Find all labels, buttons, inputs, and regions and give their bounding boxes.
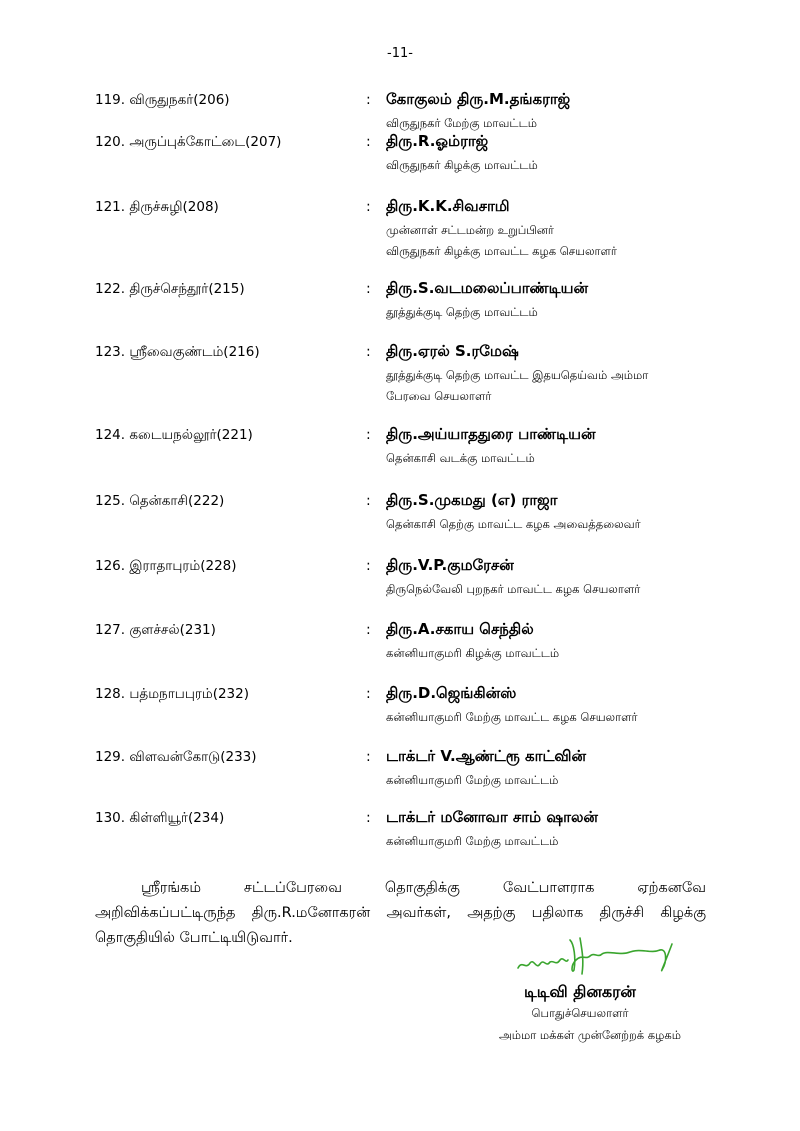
- signatory-organization: அம்மா மக்கள் முன்னேற்றக் கழகம்: [498, 1028, 682, 1042]
- separator-colon: :: [366, 622, 371, 638]
- constituency-name: 125. தென்காசி(222): [95, 493, 225, 509]
- candidate-name: திரு.ஏரல் S.ரமேஷ்: [386, 342, 519, 360]
- separator-colon: :: [366, 281, 371, 297]
- candidate-name: திரு.S.வடமலைப்பாண்டியன்: [386, 279, 588, 297]
- candidate-detail-line: கன்னியாகுமரி மேற்கு மாவட்ட கழக செயலாளர்: [386, 710, 638, 724]
- constituency-name: 121. திருச்சுழி(208): [95, 199, 219, 215]
- candidate-detail-line: தென்காசி வடக்கு மாவட்டம்: [386, 451, 535, 465]
- candidate-detail-line: பேரவை செயலாளர்: [386, 389, 492, 403]
- page-number: -11-: [387, 46, 413, 61]
- constituency-name: 119. விருதுநகர்(206): [95, 92, 230, 108]
- candidate-name: திரு.K.K.சிவசாமி: [386, 197, 510, 215]
- separator-colon: :: [366, 344, 371, 360]
- constituency-name: 126. இராதாபுரம்(228): [95, 558, 237, 574]
- constituency-name: 129. விளவன்கோடு(233): [95, 749, 257, 765]
- candidate-detail-line: முன்னாள் சட்டமன்ற உறுப்பினர்: [386, 223, 554, 237]
- candidate-details: [386, 113, 537, 134]
- candidate-detail-line: தூத்துக்குடி தெற்கு மாவட்டம்: [386, 305, 538, 319]
- separator-colon: :: [366, 493, 371, 509]
- signature-image: [510, 930, 680, 980]
- separator-colon: :: [366, 810, 371, 826]
- candidate-details: [386, 302, 538, 323]
- signatory-title: பொதுச்செயலாளர்: [531, 1006, 629, 1020]
- separator-colon: :: [366, 199, 371, 215]
- candidate-detail-line: விருதுநகர் மேற்கு மாவட்டம்: [386, 116, 537, 130]
- candidate-name: கோகுலம் திரு.M.தங்கராஜ்: [386, 90, 571, 108]
- candidate-detail-line: விருதுநகர் கிழக்கு மாவட்டம்: [386, 158, 538, 172]
- candidate-detail-line: திருநெல்வேலி புறநகர் மாவட்ட கழக செயலாளர்: [386, 582, 641, 596]
- separator-colon: :: [366, 749, 371, 765]
- constituency-name: 128. பத்மநாபபுரம்(232): [95, 686, 249, 702]
- candidate-details: [386, 643, 559, 664]
- candidate-name: திரு.R.ஓம்ராஜ்: [386, 132, 489, 150]
- candidate-name: திரு.D.ஜெங்கின்ஸ்: [386, 684, 517, 702]
- separator-colon: :: [366, 558, 371, 574]
- constituency-name: 120. அருப்புக்கோட்டை(207): [95, 134, 282, 150]
- candidate-details: [386, 155, 538, 176]
- candidate-detail-line: தூத்துக்குடி தெற்கு மாவட்ட இதயதெய்வம் அம்மா: [386, 368, 649, 382]
- candidate-name: திரு.A.சகாய செந்தில்: [386, 620, 534, 638]
- separator-colon: :: [366, 427, 371, 443]
- candidate-details: [386, 220, 617, 262]
- candidate-details: [386, 707, 638, 728]
- candidate-detail-line: கன்னியாகுமரி கிழக்கு மாவட்டம்: [386, 646, 560, 660]
- candidate-details: [386, 579, 640, 600]
- separator-colon: :: [366, 686, 371, 702]
- candidate-details: [386, 514, 641, 535]
- candidate-detail-line: கன்னியாகுமரி மேற்கு மாவட்டம்: [386, 773, 559, 787]
- candidate-detail-line: தென்காசி தெற்கு மாவட்ட கழக அவைத்தலைவர்: [386, 517, 641, 531]
- paragraph-line: ஸ்ரீரங்கம் சட்டப்பேரவை தொகுதிக்கு வேட்பாளராக ஏற்கனவே: [141, 880, 706, 896]
- separator-colon: :: [366, 134, 371, 150]
- paragraph-line: அறிவிக்கப்பட்டிருந்த திரு.R.மனோகரன் அவர்கள், அதற்கு பதிலாக திருச்சி கிழக்கு: [95, 905, 706, 921]
- candidate-details: [386, 448, 535, 469]
- constituency-name: 124. கடையநல்லூர்(221): [95, 427, 253, 443]
- candidate-details: [386, 831, 558, 852]
- separator-colon: :: [366, 92, 371, 108]
- constituency-name: 123. ஸ்ரீவைகுண்டம்(216): [95, 344, 260, 360]
- candidate-details: [386, 365, 648, 407]
- constituency-name: 130. கிள்ளியூர்(234): [95, 810, 225, 826]
- candidate-details: [386, 770, 558, 791]
- candidate-name: திரு.V.P.குமரேசன்: [386, 556, 514, 574]
- constituency-name: 127. குளச்சல்(231): [95, 622, 216, 638]
- candidate-name: டாக்டர் V.ஆண்ட்ரூ காட்வின்: [386, 747, 587, 765]
- candidate-detail-line: விருதுநகர் கிழக்கு மாவட்ட கழக செயலாளர்: [386, 244, 617, 258]
- candidate-name: திரு.S.முகமது (எ) ராஜா: [386, 491, 558, 509]
- paragraph-line: தொகுதியில் போட்டியிடுவார்.: [95, 930, 293, 946]
- candidate-name: திரு.அய்யாததுரை பாண்டியன்: [386, 425, 596, 443]
- candidate-detail-line: கன்னியாகுமரி மேற்கு மாவட்டம்: [386, 834, 559, 848]
- signatory-name: டிடிவி தினகரன்: [524, 982, 636, 1001]
- constituency-name: 122. திருச்செந்தூர்(215): [95, 281, 245, 297]
- candidate-name: டாக்டர் மனோவா சாம் ஷாலன்: [386, 808, 598, 826]
